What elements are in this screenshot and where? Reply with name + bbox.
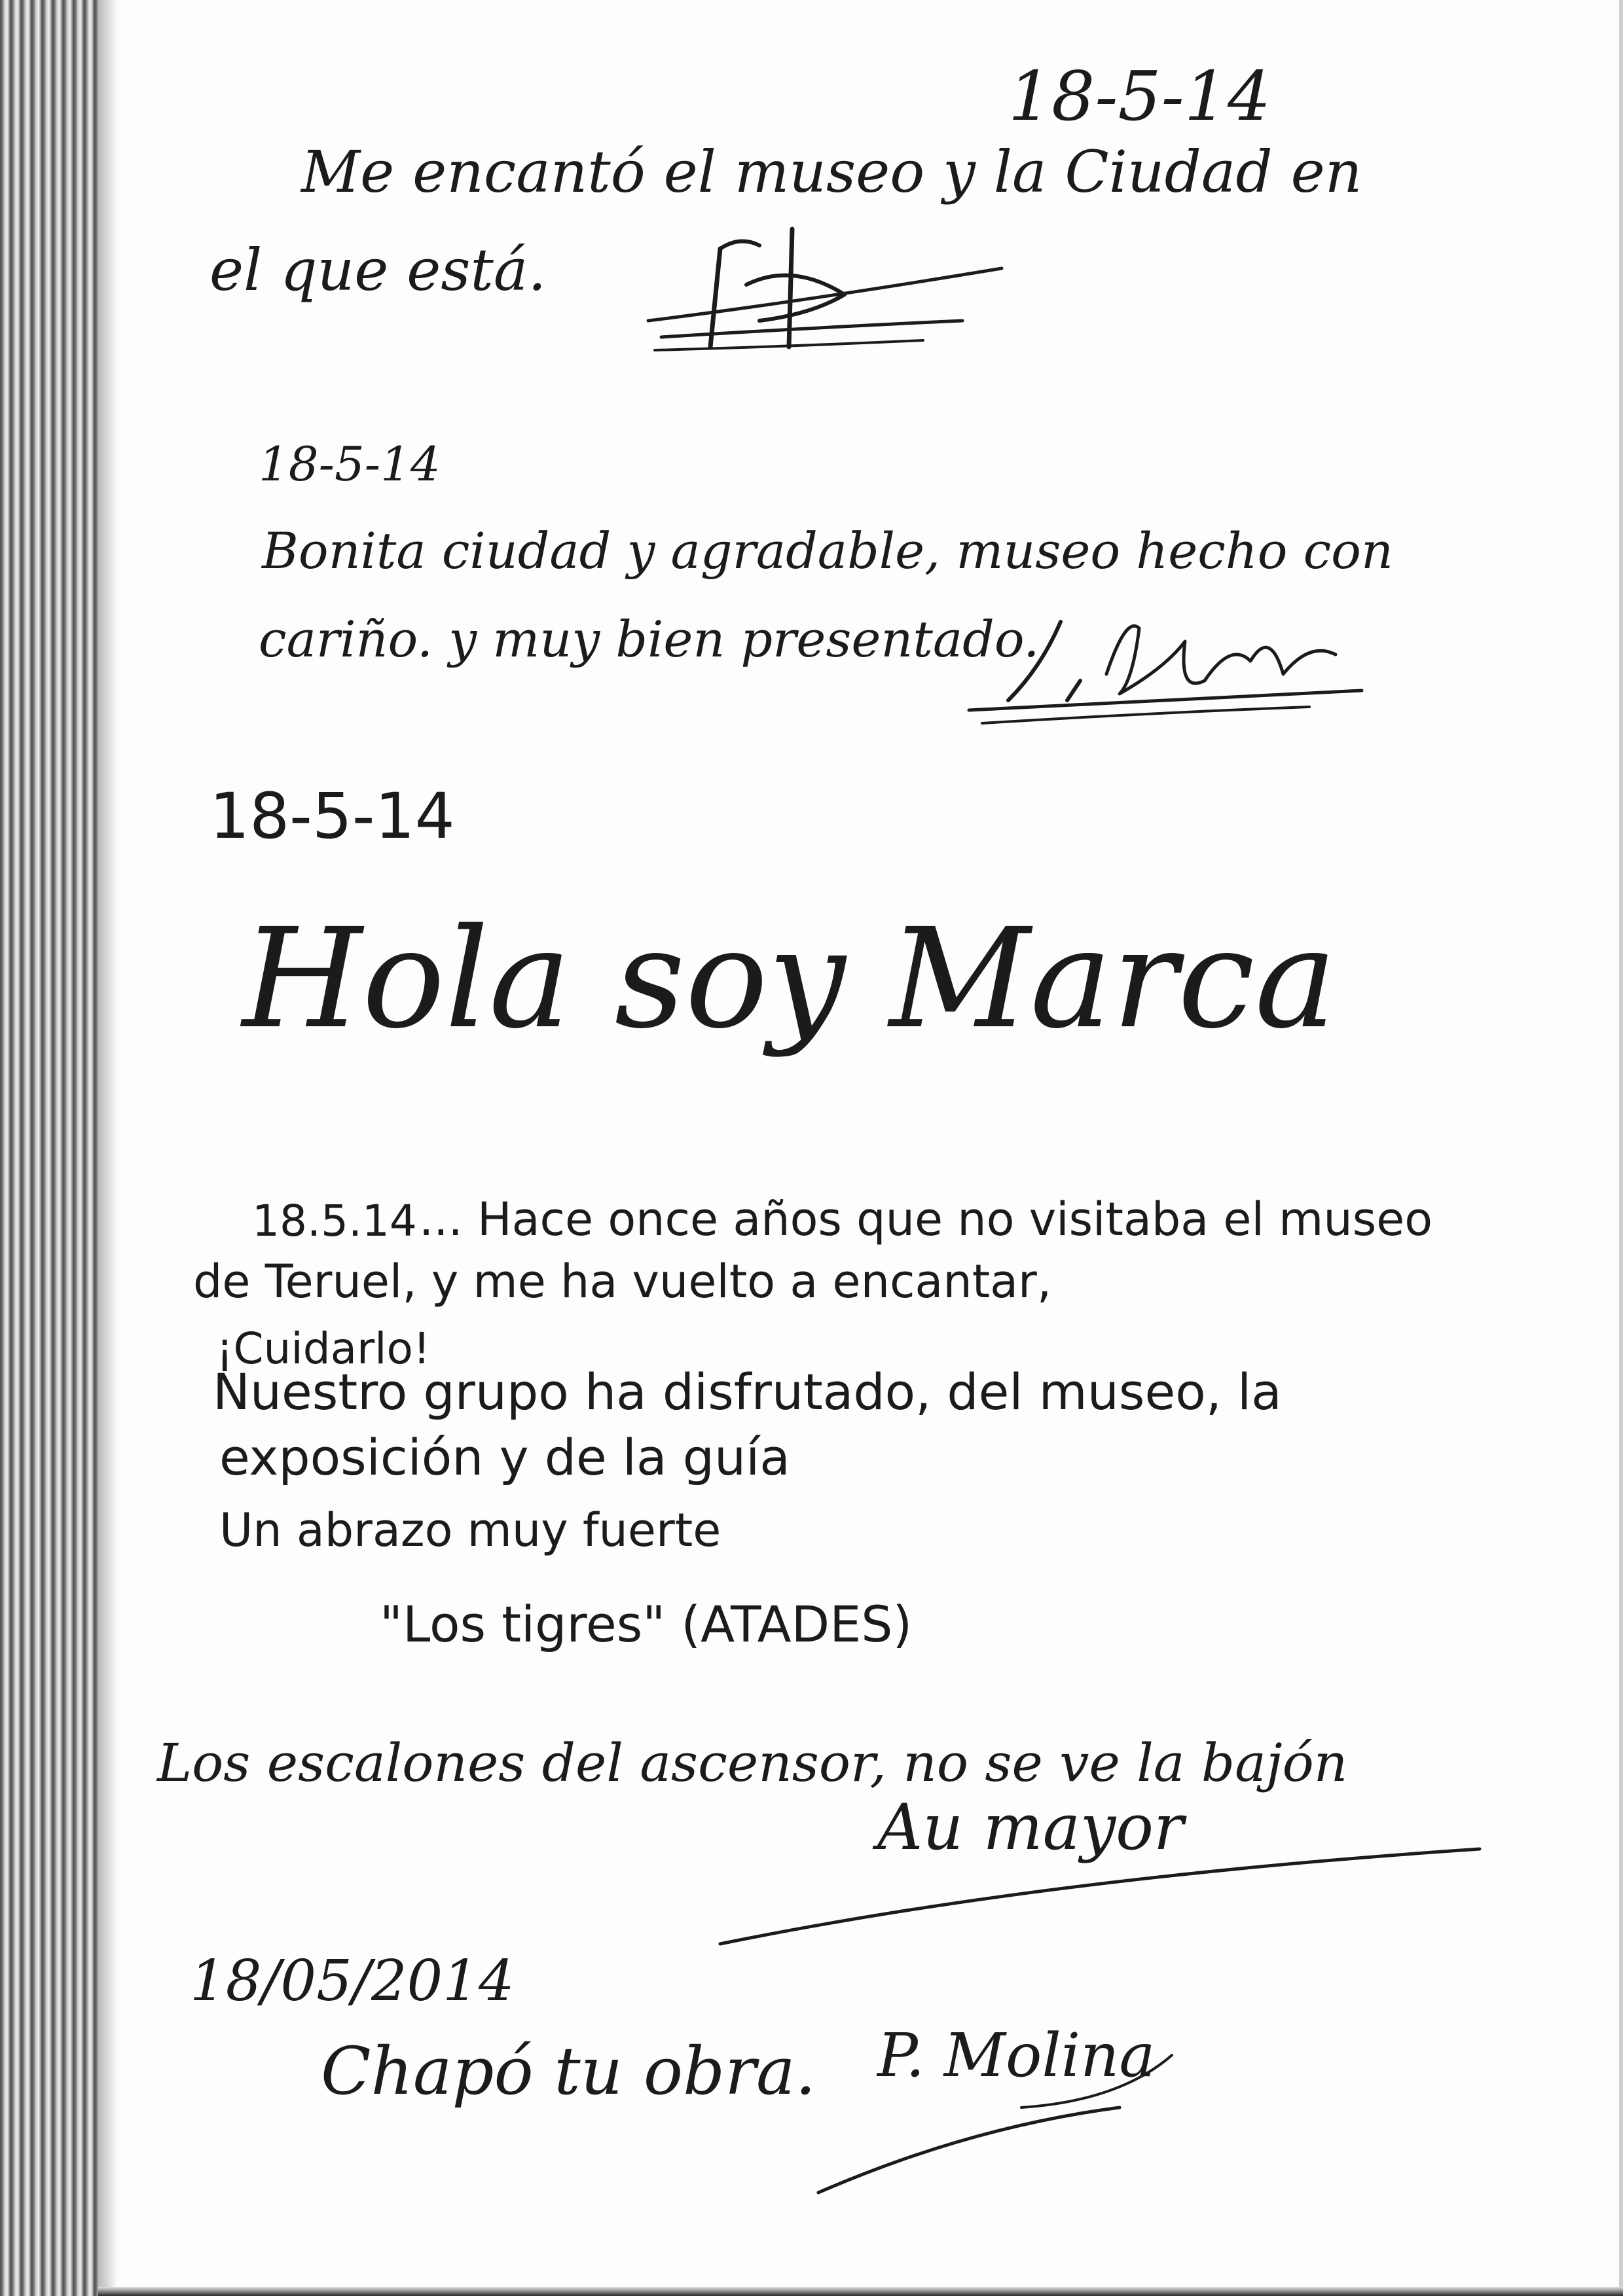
entry-3-line-1: Hola soy Marca <box>242 899 1337 1059</box>
entry-1-signature <box>648 223 1015 353</box>
entry-3-date: 18-5-14 <box>210 780 455 853</box>
entry-2-line-2: cariño. y muy bien presentado. <box>259 610 1040 668</box>
entry-4-line-2: de Teruel, y me ha vuelto a encantar, <box>193 1255 1052 1308</box>
entry-2-date: 18-5-14 <box>259 437 441 492</box>
entry-6-signature-flourish <box>805 2029 1198 2199</box>
entry-5-line-2: Au mayor <box>877 1791 1184 1864</box>
binding-shadow <box>98 0 118 2296</box>
entry-4-line-4: Nuestro grupo ha disfrutado, del museo, la <box>213 1363 1282 1421</box>
entry-4-line-7: "Los tigres" (ATADES) <box>380 1595 913 1653</box>
entry-1-line-1: Me encantó el museo y la Ciudad en <box>301 138 1362 206</box>
entry-1-date: 18-5-14 <box>1008 56 1271 136</box>
page-right-edge <box>1619 0 1623 2296</box>
entry-4-line-5: exposición y de la guía <box>219 1428 790 1486</box>
entry-6-line-1: Chapó tu obra. <box>321 2033 816 2109</box>
entry-4-date: 18.5.14 <box>252 1196 417 1246</box>
entry-2-signature <box>969 602 1375 733</box>
entry-5-line-1: Los escalones del ascensor, no se ve la bajón <box>157 1732 1348 1793</box>
entry-6-date: 18/05/2014 <box>190 1948 515 2014</box>
book-binding-edge <box>0 0 98 2296</box>
entry-5-underline <box>714 1820 1486 1950</box>
page-bottom-edge <box>98 2287 1623 2296</box>
entry-4-line-1: ... Hace once años que no visitaba el museo <box>419 1193 1433 1246</box>
entry-2-line-1: Bonita ciudad y agradable, museo hecho con <box>262 522 1393 580</box>
entry-6-line-2: P. Molina <box>877 2020 1156 2090</box>
entry-4-line-3: ¡Cuidarlo! <box>216 1323 431 1374</box>
entry-4-line-6: Un abrazo muy fuerte <box>219 1503 721 1557</box>
entry-1-line-2: el que está. <box>210 236 547 304</box>
